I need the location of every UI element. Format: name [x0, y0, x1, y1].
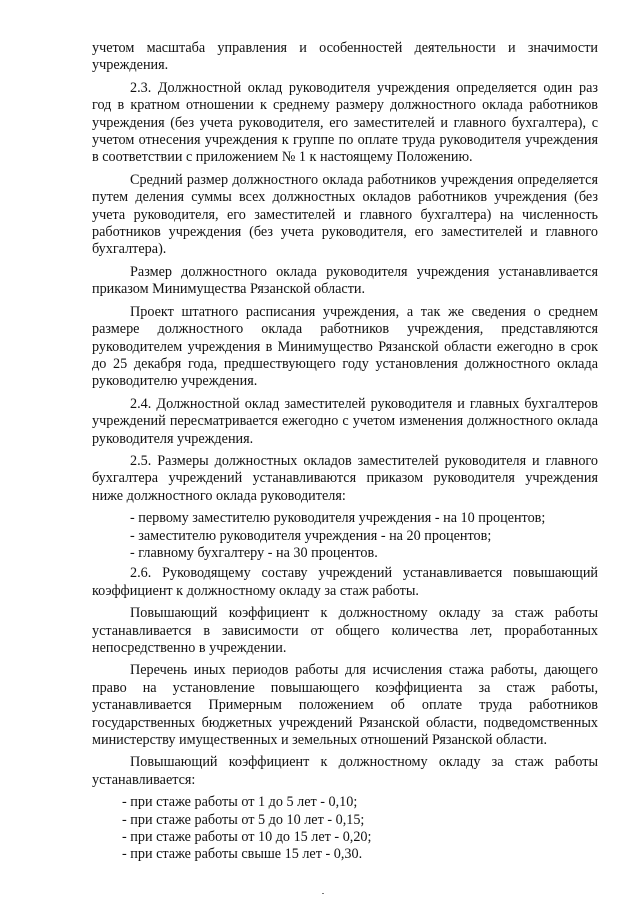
- paragraph-other-periods: Перечень иных периодов работы для исчисления стажа работы, дающего право на установление повышающего коэффициента за стаж работы, устанавливается Примерным положением об оплате труда работников государственных бюджетных учреждений Рязанской области, подведомственных министерству имущественных и земельных отношений Рязанской области.: [92, 662, 598, 749]
- paragraph-coefficient: Повышающий коэффициент к должностному окладу за стаж работы устанавливается в зависимости от общего количества лет, проработанных непосредственно в учреждении.: [92, 605, 598, 656]
- paragraph-2-5: 2.5. Размеры должностных окладов заместителей руководителя и главного бухгалтера учреждений устанавливаются приказом руководителя учреждения ниже должностного оклада руководителя:: [92, 452, 598, 504]
- list-item-stage-5-10: - при стаже работы от 5 до 10 лет - 0,15;: [122, 811, 365, 828]
- list-item-stage-over-15: - при стаже работы свыше 15 лет - 0,30.: [122, 846, 363, 863]
- list-item-chief-accountant: - главному бухгалтеру - на 30 процентов.: [130, 544, 378, 561]
- paragraph-coefficient-set: Повышающий коэффициент к должностному окладу за стаж работы устанавливается:: [92, 754, 598, 788]
- document-page: [92, 40, 598, 864]
- list-item-deputy: - заместителю руководителя учреждения - на 20 процентов;: [130, 527, 492, 544]
- paragraph-staff-schedule: Проект штатного расписания учреждения, а так же сведения о среднем размере должностного оклада работников учреждения, представляются руководителем учреждения в Минимущество Рязанской области ежегодно в срок до 25 декабря года, предшествующего году установления должностного оклада руководителю учреждения.: [92, 303, 598, 390]
- paragraph-continuation: учетом масштаба управления и особенностей деятельности и значимости учреждения.: [92, 40, 598, 74]
- paragraph-2-3: 2.3. Должностной оклад руководителя учреждения определяется один раз год в кратном отношении к среднему размеру должностного оклада работников учреждения (без учета руководителя, его заместителей и главного бухгалтера), с учетом отнесения учреждения к группе по оплате труда руководителя учреждения в соответствии с приложением № 1 к настоящему Положению.: [92, 79, 598, 166]
- paragraph-2-4: 2.4. Должностной оклад заместителей руководителя и главных бухгалтеров учреждений пересматривается ежегодно с учетом изменения должностного оклада руководителя учреждения.: [92, 395, 598, 447]
- paragraph-2-6: 2.6. Руководящему составу учреждений устанавливается повышающий коэффициент к должностному окладу за стаж работы.: [92, 565, 598, 599]
- scan-speck: [322, 893, 324, 894]
- list-item-stage-10-15: - при стаже работы от 10 до 15 лет - 0,20;: [122, 829, 372, 846]
- paragraph-salary-order: Размер должностного оклада руководителя учреждения устанавливается приказом Минимущества Рязанской области.: [92, 263, 598, 298]
- paragraph-average-salary: Средний размер должностного оклада работников учреждения определяется путем деления суммы всех должностных окладов работников учреждения (без учета руководителя, его заместителей и главного бухгалтера) на численность работников учреждения (без учета руководителя, его заместителей и главного бухгалтера).: [92, 171, 598, 258]
- list-item-first-deputy: - первому заместителю руководителя учреждения - на 10 процентов;: [130, 510, 546, 527]
- list-item-stage-1-5: - при стаже работы от 1 до 5 лет - 0,10;: [122, 794, 358, 811]
